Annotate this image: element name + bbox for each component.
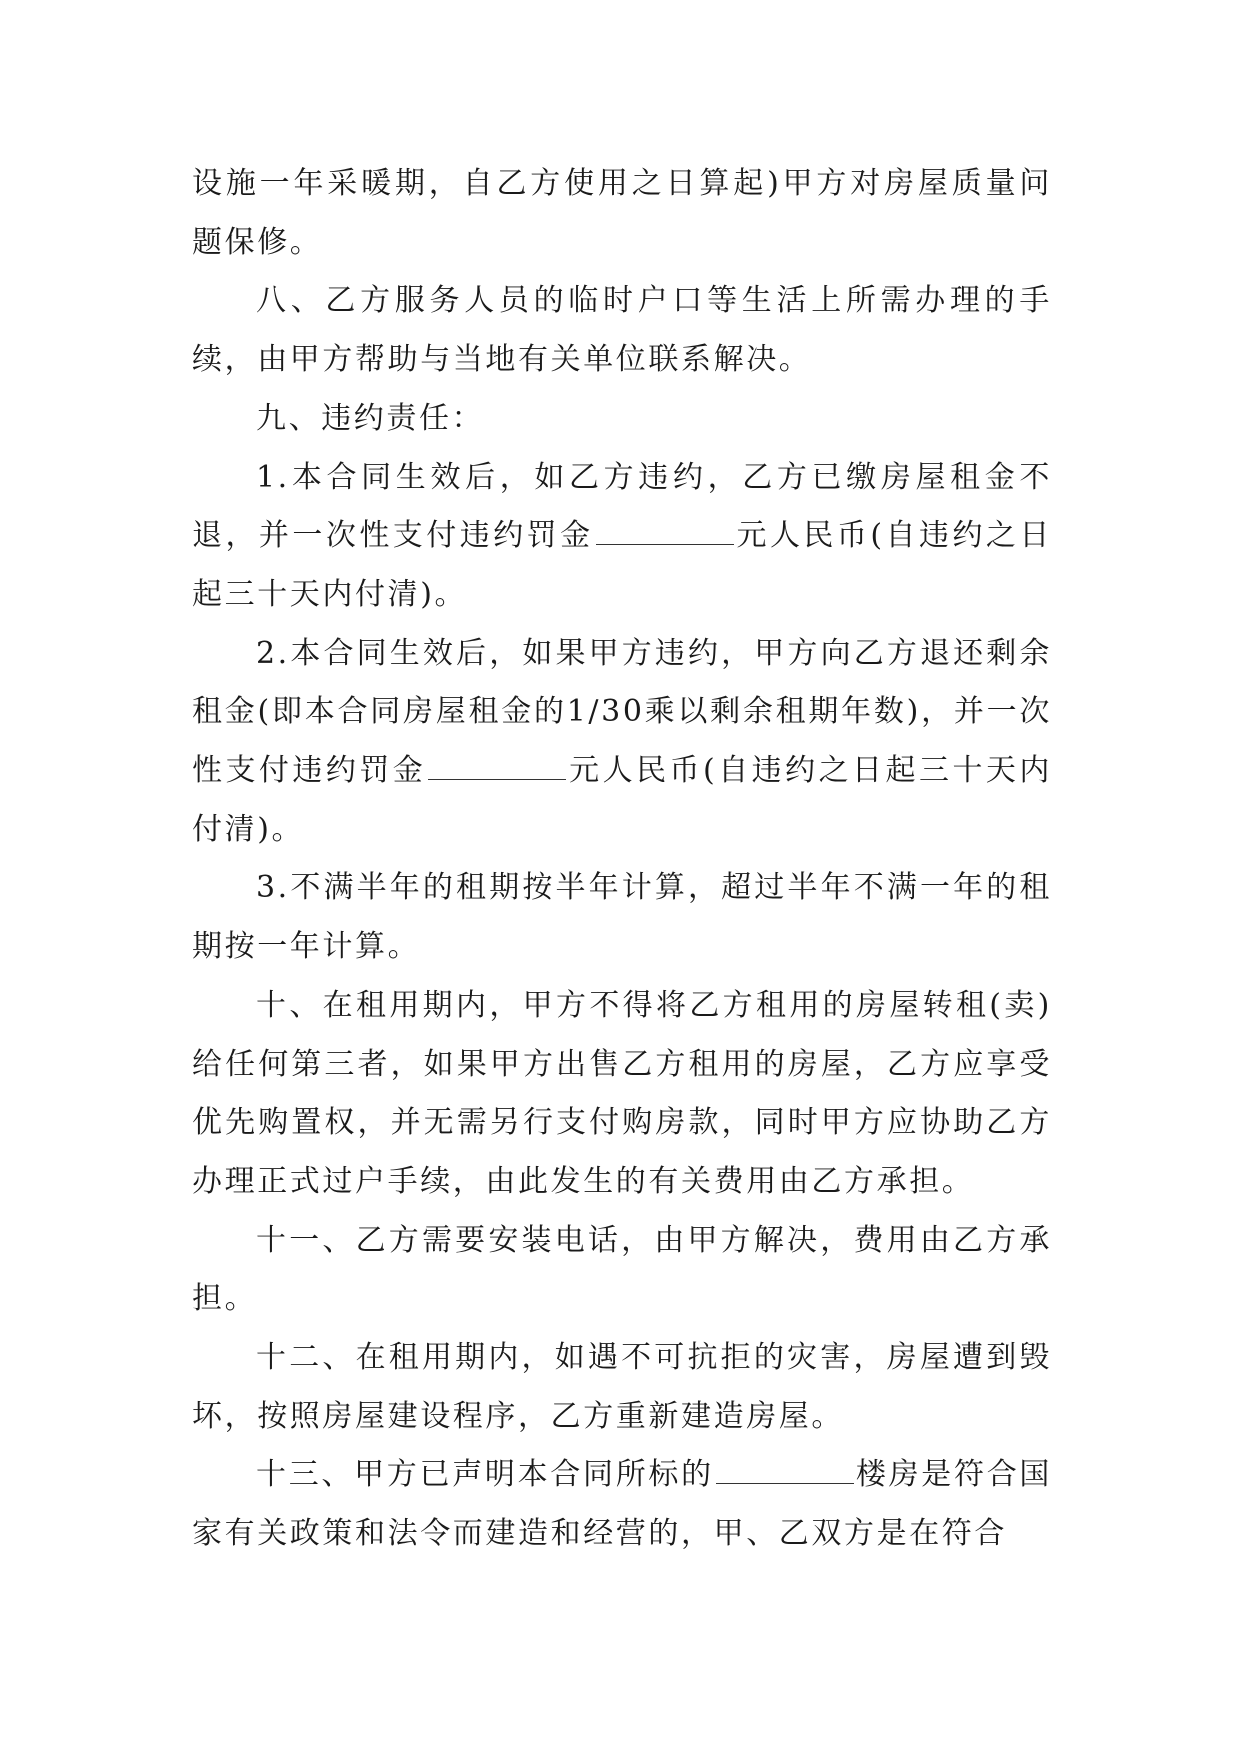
paragraph-clause-12 xyxy=(192,1329,1052,1446)
fill-in-blank[interactable] xyxy=(596,518,734,545)
paragraph-clause-10 xyxy=(192,977,1052,1212)
paragraph-text: 九、违约责任： xyxy=(256,400,485,436)
paragraph-clause-13 xyxy=(192,1446,1052,1563)
paragraph-text: 十三、甲方已声明本合同所标的 xyxy=(256,1457,714,1493)
paragraph-text: 十、在租用期内，甲方不得将乙方租用的房屋转租(卖)给任何第三者，如果甲方出售乙方租用的房屋，乙方应享受优先购置权，并无需另行支付购房款，同时甲方应协助乙方办理正式过户手续，由此发生的有关费用由乙方承担。 xyxy=(192,987,1052,1199)
paragraph-text: 八、乙方服务人员的临时户口等生活上所需办理的手续，由甲方帮助与当地有关单位联系解决。 xyxy=(192,283,1052,378)
paragraph-clause-9-1 xyxy=(192,449,1052,625)
paragraph-text: 十二、在租用期内，如遇不可抗拒的灾害，房屋遭到毁坏，按照房屋建设程序，乙方重新建造房屋。 xyxy=(192,1340,1052,1434)
paragraph-text: 3.不满半年的租期按半年计算，超过半年不满一年的租期按一年计算。 xyxy=(192,870,1052,965)
paragraph-clause-9-heading xyxy=(192,390,1052,449)
fill-in-blank[interactable] xyxy=(428,753,566,780)
paragraph-text: 2.本合同生效后，如果甲方违约，甲方向乙方退还剩余租金(即本合同房屋租金的1/30乘以剩余租期年数)，并一次性支付违约罚金 xyxy=(192,635,1052,789)
paragraph-text: 十一、乙方需要安装电话，由甲方解决，费用由乙方承担。 xyxy=(192,1222,1052,1317)
fill-in-blank[interactable] xyxy=(716,1457,854,1484)
paragraph-clause-9-2 xyxy=(192,625,1052,860)
paragraph-clause-8 xyxy=(192,272,1052,389)
paragraph-clause-9-3 xyxy=(192,859,1052,976)
paragraph-text: 元人民币(自违约之日起三十天内付清)。 xyxy=(192,753,1052,847)
paragraph-text: 元人民币(自违约之日起三十天内付清)。 xyxy=(192,518,1052,612)
paragraph-text: 设施一年采暖期，自乙方使用之日算起)甲方对房屋质量问题保修。 xyxy=(192,166,1052,260)
paragraph-text: 1.本合同生效后，如乙方违约，乙方已缴房屋租金不退，并一次性支付违约罚金 xyxy=(192,459,1052,554)
paragraph-text: 楼房是符合国家有关政策和法令而建造和经营的，甲、乙双方是在符合 xyxy=(192,1457,1052,1552)
document-body xyxy=(192,155,1052,1564)
paragraph-warranty-continued xyxy=(192,155,1052,272)
paragraph-clause-11 xyxy=(192,1212,1052,1329)
